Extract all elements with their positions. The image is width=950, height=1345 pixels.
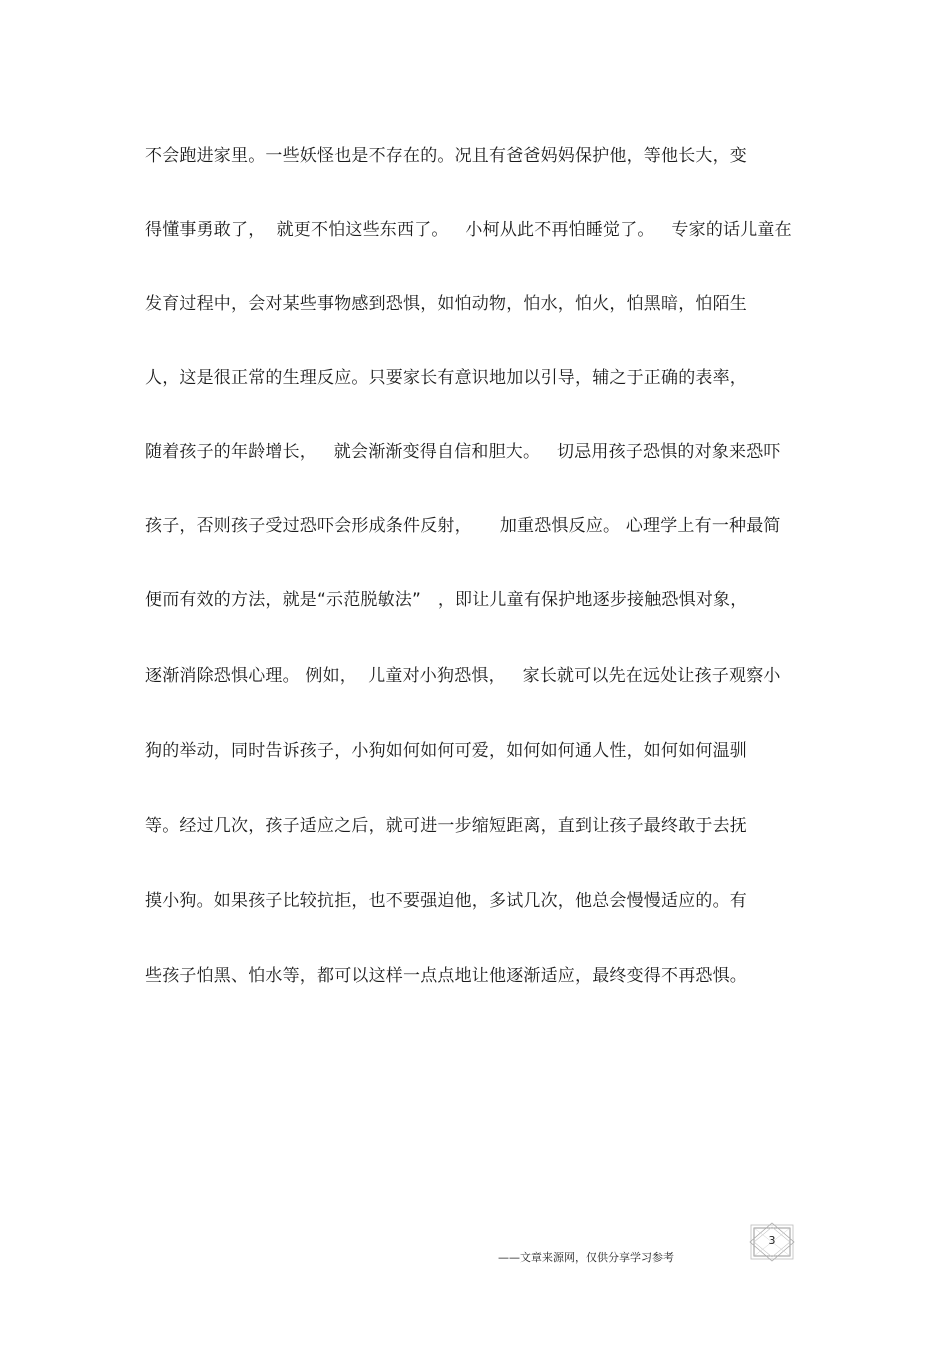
body-line-1: 不会跑进家里。一些妖怪也是不存在的。况且有爸爸妈妈保护他，等他长大，变: [145, 146, 747, 166]
body-line-2: 得懂事勇敢了， 就更不怕这些东西了。 小柯从此不再怕睡觉了。 专家的话儿童在: [145, 220, 792, 240]
body-line-5: 随着孩子的年龄增长， 就会渐渐变得自信和胆大。 切忌用孩子恐惧的对象来恐吓: [145, 442, 781, 462]
body-line-11: 摸小狗。如果孩子比较抗拒，也不要强迫他，多试几次，他总会慢慢适应的。有: [145, 891, 747, 911]
body-line-4: 人，这是很正常的生理反应。只要家长有意识地加以引导，辅之于正确的表率，: [145, 368, 747, 388]
page-number: 3: [768, 1234, 776, 1247]
body-line-3: 发育过程中，会对某些事物感到恐惧，如怕动物，怕水，怕火，怕黑暗，怕陌生: [145, 294, 747, 314]
body-line-10: 等。经过几次，孩子适应之后，就可进一步缩短距离，直到让孩子最终敢于去抚: [145, 816, 747, 836]
page-number-badge: [748, 1222, 796, 1262]
body-line-9: 狗的举动，同时告诉孩子，小狗如何如何可爱，如何如何通人性，如何如何温驯: [145, 741, 747, 761]
body-line-6: 孩子，否则孩子受过恐吓会形成条件反射， 加重恐惧反应。 心理学上有一种最简: [145, 516, 781, 536]
body-line-12: 些孩子怕黑、怕水等，都可以这样一点点地让他逐渐适应，最终变得不再恐惧。: [145, 966, 747, 986]
footer-source-note: ——文章来源网，仅供分享学习参考: [498, 1251, 674, 1264]
body-line-8: 逐渐消除恐惧心理。 例如， 儿童对小狗恐惧， 家长就可以先在远处让孩子观察小: [145, 666, 781, 686]
body-line-7: 便而有效的方法，就是“示范脱敏法” ，即让儿童有保护地逐步接触恐惧对象，: [145, 590, 748, 610]
